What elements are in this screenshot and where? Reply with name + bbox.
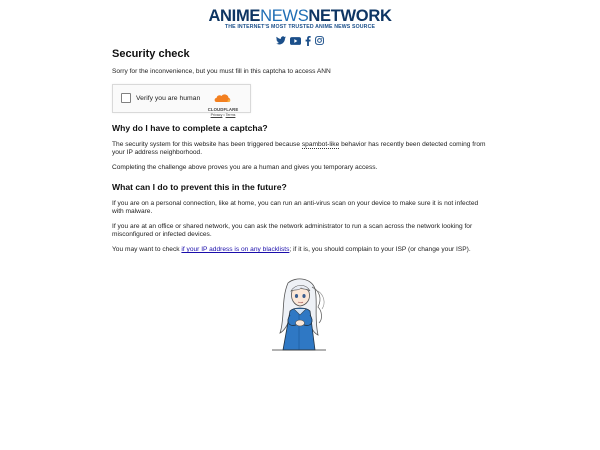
why-heading: Why do I have to complete a captcha? <box>112 123 268 133</box>
site-logo[interactable] <box>208 8 391 30</box>
cloudflare-logo <box>203 90 243 117</box>
main-content <box>112 44 490 261</box>
logo-tagline: THE INTERNET'S MOST TRUSTED ANIME NEWS SOURCE <box>224 23 376 30</box>
why-paragraph-2: Completing the challenge above proves you are a human and gives you temporary access. <box>112 164 378 171</box>
logo-part-anime: ANIME <box>208 7 261 25</box>
logo-text <box>208 8 391 25</box>
prevent-heading: What can I do to prevent this in the future? <box>112 182 287 192</box>
captcha-checkbox[interactable] <box>121 93 131 103</box>
why-paragraph-1 <box>112 141 490 157</box>
page-title: Security check <box>112 48 190 60</box>
logo-part-network: NETWORK <box>308 7 392 25</box>
why-p1-pre: The security system for this website has been triggered because <box>112 141 302 148</box>
blacklist-link[interactable]: if your IP address is on any blacklists <box>181 246 290 253</box>
cloudflare-wordmark: CLOUDFLARE <box>207 107 239 112</box>
prevent-paragraph-3 <box>112 246 490 254</box>
site-header <box>0 0 600 46</box>
privacy-link[interactable]: Privacy <box>210 113 223 117</box>
prevent-p3-post: ; if it is, you should complain to your ISP (or change your ISP). <box>289 246 471 253</box>
captcha-label: Verify you are human <box>136 95 201 102</box>
cloudflare-links <box>203 113 243 117</box>
prevent-paragraph-2: If you are at an office or shared network, you can ask the network administrator to run a scan across the network looking for misconfigured or infected devices. <box>112 223 473 238</box>
cloudflare-cloud-icon <box>213 94 233 103</box>
terms-link[interactable]: Terms <box>225 113 236 117</box>
why-p1-post: behavior has recently been detected coming from your IP address neighborhood. <box>112 141 486 156</box>
logo-part-news: NEWS <box>260 7 309 25</box>
spambot-term[interactable]: spambot-like <box>301 141 340 148</box>
links-separator: • <box>222 113 226 117</box>
prevent-p3-pre: You may want to check <box>112 246 182 253</box>
intro-text: Sorry for the inconvenience, but you must fill in this captcha to access ANN <box>112 68 331 75</box>
prevent-paragraph-1: If you are on a personal connection, like at home, you can run an anti-virus scan on your device to make sure it is not infected with malware. <box>112 200 479 215</box>
mascot-illustration <box>268 277 330 351</box>
captcha-widget <box>112 84 251 117</box>
